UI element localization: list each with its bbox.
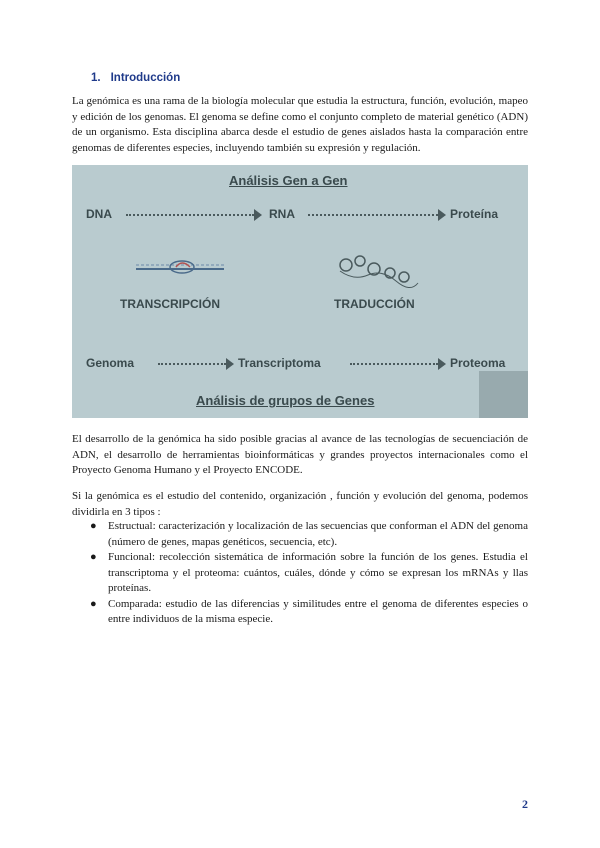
section-number: 1. [91,72,101,84]
genomics-types-list [72,519,528,628]
arrowhead-icon [254,209,262,221]
arrow-rna-protein [308,214,438,216]
word-rna: RNA [269,207,295,221]
bullet-icon: ● [90,597,97,610]
intro-paragraph: La genómica es una rama de la biología molecular que estudia la estructura, función, evolución, mapeo y edición de los genomas. El genoma se define como el conjunto completo de material genético (ADN) de un organismo. Esta disciplina abarca desde el estudio de genes aislados hasta la comparación entre genomas de diferentes especies, incluyendo también su expresión y regulación. [72,95,528,154]
figure-title-top: Análisis Gen a Gen [229,173,348,188]
word-dna: DNA [86,207,112,221]
list-item: ● Funcional: recolección sistemática de información sobre la función de los genes. Estudia el transcriptoma y el proteoma: cuántos, cuáles, dónde y cómo se expresan los mRNAs y llas proteínas. [90,551,528,594]
development-paragraph: El desarrollo de la genómica ha sido posible gracias al avance de las tecnologías de secuenciación de ADN, el desarrollo de herramientas bioinformáticas y grandes proyectos internacionales como el Proyecto Genoma Humano y el Proyecto ENCODE. [72,433,528,476]
label-transcription: TRANSCRIPCIÓN [120,297,221,311]
arrowhead-icon [226,358,234,370]
word-protein: Proteína [450,207,499,221]
section-title: Introducción [110,72,181,84]
bullet-icon: ● [90,520,97,532]
arrow-transcriptome-proteome [350,363,438,365]
arrow-dna-rna [126,214,254,216]
word-transcriptome: Transcriptoma [238,356,321,370]
word-proteome: Proteoma [450,356,506,370]
list-item: ● Comparada: estudio de las diferencias y similitudes entre el genoma de diferentes especies o entre individuos de la misma especie. [90,597,528,625]
list-item: ● Estructual: caracterización y localización de las secuencias que conforman el ADN del genoma (número de genes, mapas genéticos, secuencia, etc). [90,520,528,548]
arrow-genome-transcriptome [158,363,226,365]
gene-analysis-figure [72,165,528,418]
arrowhead-icon [438,358,446,370]
page-number: 2 [522,797,528,811]
figure-row-genome [72,354,528,374]
arrowhead-icon [438,209,446,221]
types-intro-paragraph: Si la genómica es el estudio del contenido, organización , función y evolución del genoma, podemos dividirla en 3 tipos : [72,490,528,518]
section-heading [91,72,180,84]
transcription-icon [132,257,228,279]
figure-corner-shadow [479,371,528,418]
label-translation: TRADUCCIÓN [334,297,415,311]
translation-icon [334,251,424,291]
figure-row-dna [72,205,528,225]
word-genome: Genoma [86,356,135,370]
figure-title-bottom: Análisis de grupos de Genes [196,393,375,408]
bullet-icon: ● [90,551,97,563]
